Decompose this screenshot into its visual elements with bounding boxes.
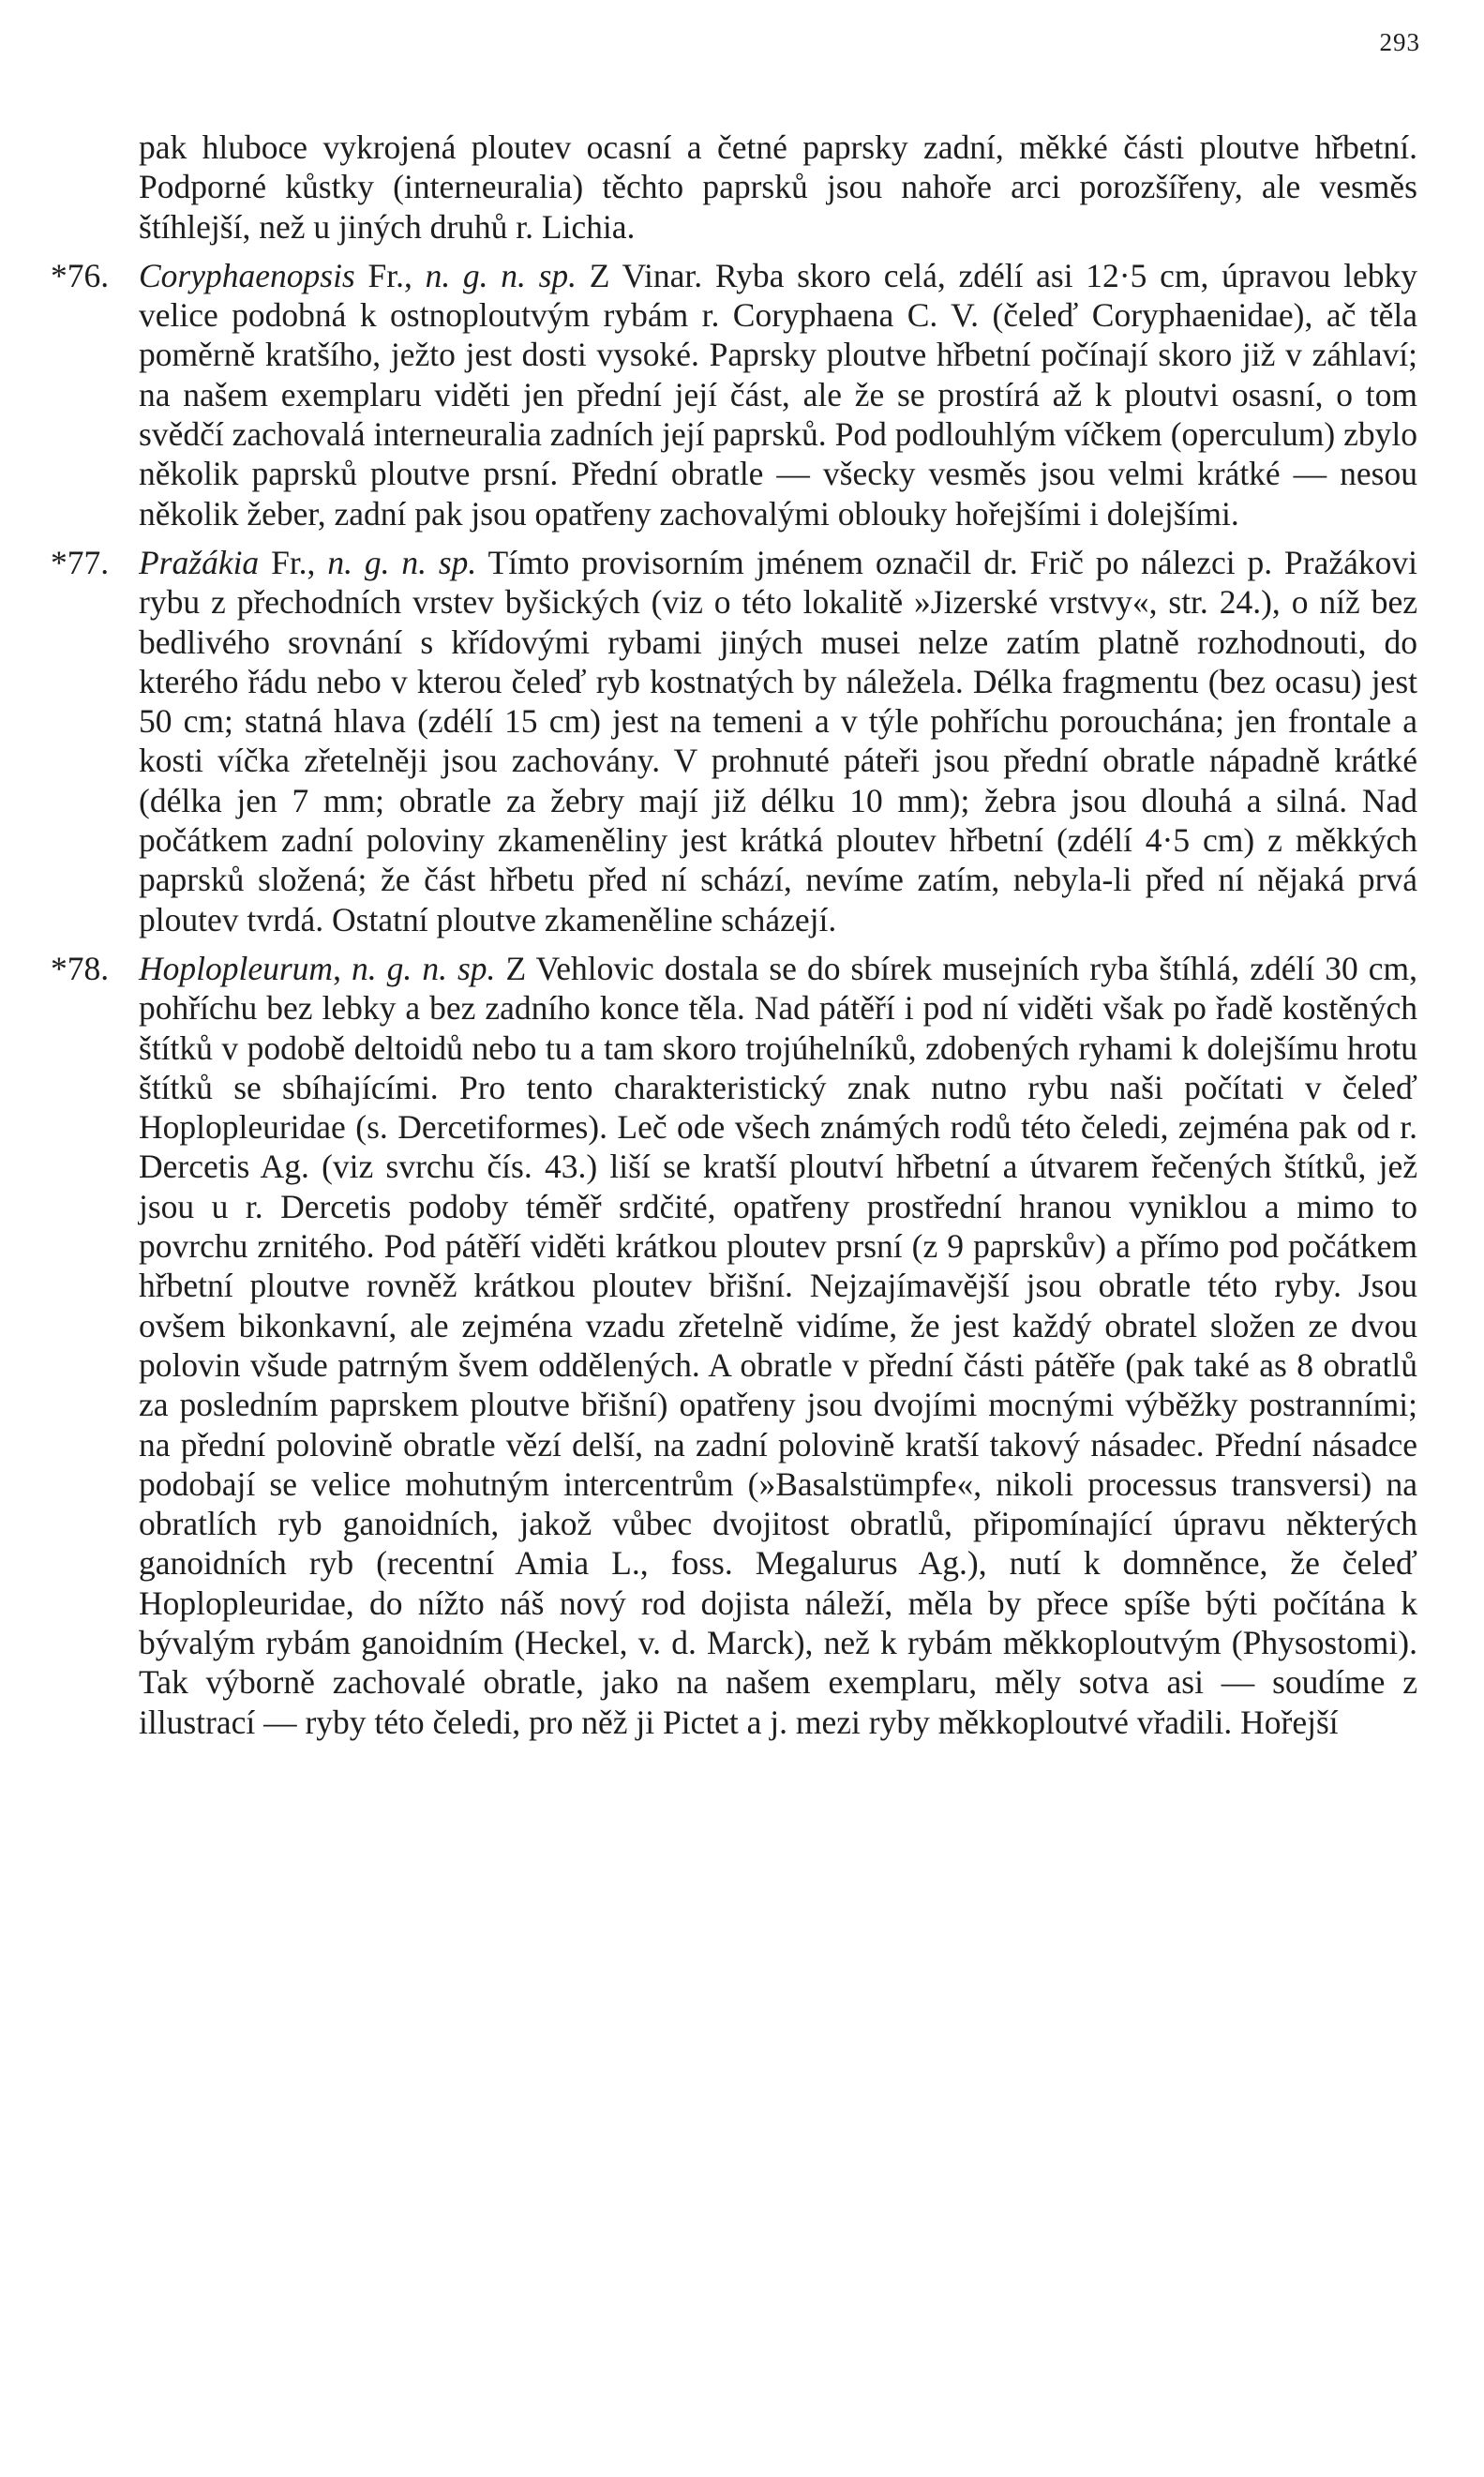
text-body: [51, 128, 1418, 1742]
page-number: 293: [1379, 28, 1420, 56]
entry-76: [51, 256, 1417, 533]
entry-77: [51, 543, 1417, 939]
genus-name: Pražákia: [139, 543, 260, 581]
entry-number: *77.: [51, 543, 110, 581]
entry-number: *78.: [51, 949, 110, 987]
entry-authority: Fr.,: [259, 543, 328, 581]
entry-78: [51, 949, 1418, 1742]
entry-text: Z Vinar. Ryba skoro celá, zdélí asi 12·5 cm, úpravou lebky velice podobná k ostnoploutvým rybám r. Coryphaena C. V. (čeleď Coryphaenidae), ač těla poměrně kratšího, ježto jest dosti vysoké. Paprsky ploutve hřbetní počínají skoro již v záhlaví; na našem exemplaru viděti jen přední její část, ale že se prostírá až k ploutvi osasní, o tom svědčí zachovalá interneuralia zadních její paprsků. Pod podlouhlým víčkem (operculum) zbylo několik paprsků ploutve prsní. Přední obratle — všecky vesměs jsou velmi krátké — nesou několik žeber, zadní pak jsou opatřeny zachovalými oblouky hořejšími i dolejšími.: [139, 256, 1417, 533]
entry-authority: Fr.,: [354, 256, 426, 294]
taxon-status: n. g. n. sp.: [352, 949, 496, 987]
entry-text: Tímto provisorním jménem označil dr. Frič po nálezci p. Pražákovi rybu z přechodních vrstev byšických (viz o této lokalitě »Jizerské vrstvy«, str. 24.), o níž bez bedlivého srovnání s křídovými rybami jiných musei nelze zatím platně rozhodnouti, do kterého řádu nebo v kterou čeleď ryb kostnatých by náležela. Délka fragmentu (bez ocasu) jest 50 cm; statná hlava (zdélí 15 cm) jest na temeni a v týle pohříchu porouchána; jen frontale a kosti víčka zřetelněji jsou zachovány. V prohnuté páteři jsou přední obratle nápadně krátké (délka jen 7 mm; obratle za žebry mají již délku 10 mm); žebra jsou dlouhá a silná. Nad počátkem zadní poloviny zkameněliny jest krátká ploutev hřbetní (zdélí 4·5 cm) z měkkých paprsků složená; že část hřbetu před ní schází, nevíme zatím, nebyla-li před ní nějaká prvá ploutev tvrdá. Ostatní ploutve zkameněline scházejí.: [139, 543, 1417, 938]
entry-number: *76.: [51, 256, 110, 294]
intro-paragraph: pak hluboce vykrojená ploutev ocasní a četné paprsky zadní, měkké části ploutve hřbetní. Podporné kůstky (interneuralia) těchto paprsků jsou nahoře arci porozšířeny, ale vesměs štíhlejší, než u jiných druhů r. Lichia.: [139, 128, 1417, 246]
taxon-status: n. g. n. sp.: [327, 543, 477, 581]
taxon-status: n. g. n. sp.: [425, 256, 577, 294]
entry-authority: ,: [333, 949, 352, 987]
genus-name: Coryphaenopsis: [139, 256, 355, 294]
genus-name: Hoplopleurum: [139, 949, 334, 987]
entry-text: Z Vehlovic dostala se do sbírek musejních ryba štíhlá, zdélí 30 cm, pohříchu bez lebky a bez zadního konce těla. Nad pátěří i pod ní viděti však po řadě kostěných štítků v podobě deltoidů nebo tu a tam skoro trojúhelníků, zdobených ryhami k dolejšímu hrotu štítků se sbíhajícími. Pro tento charakteristický znak nutno rybu naši počítati v čeleď Hoplopleuridae (s. Dercetiformes). Leč ode všech známých rodů této čeledi, zejména pak od r. Dercetis Ag. (viz svrchu čís. 43.) liší se kratší ploutví hřbetní a útvarem řečených štítků, jež jsou u r. Dercetis podoby téměř srdčité, opatřeny prostřední hranou vyniklou a mimo to povrchu zrnitého. Pod pátěří viděti krátkou ploutev prsní (z 9 paprskův) a přímo pod počátkem hřbetní ploutve rovněž krátkou ploutev břišní. Nejzajímavější jsou obratle této ryby. Jsou ovšem bikonkavní, ale zejména vzadu zřetelně vidíme, že jest každý obratel složen ze dvou polovin všude patrným švem oddělených. A obratle v přední části pátěře (pak také as 8 obratlů za posledním paprskem ploutve břišní) opatřeny jsou dvojími mocnými výběžky postranními; na přední polovině obratle vězí delší, na zadní polovině kratší takový násadec. Přední násadce podobají se velice mohutným intercentrům (»Basalstümpfe«, nikoli processus transversi) na obratlích ryb ganoidních, jakož vůbec dvojitost obratlů, připomínající úpravu některých ganoidních ryb (recentní Amia L., foss. Megalurus Ag.), nutí k domněnce, že čeleď Hoplopleuridae, do nížto náš nový rod dojista náleží, měla by přece spíše býti počítána k bývalým rybám ganoidním (Heckel, v. d. Marck), než k rybám měkkoploutvým (Physostomi). Tak výborně zachovalé obratle, jako na našem exemplaru, měly sotva asi — soudíme z illustrací — ryby této čeledi, pro něž ji Pictet a j. mezi ryby měkkoploutvé vřadili. Hořejší: [139, 949, 1418, 1741]
